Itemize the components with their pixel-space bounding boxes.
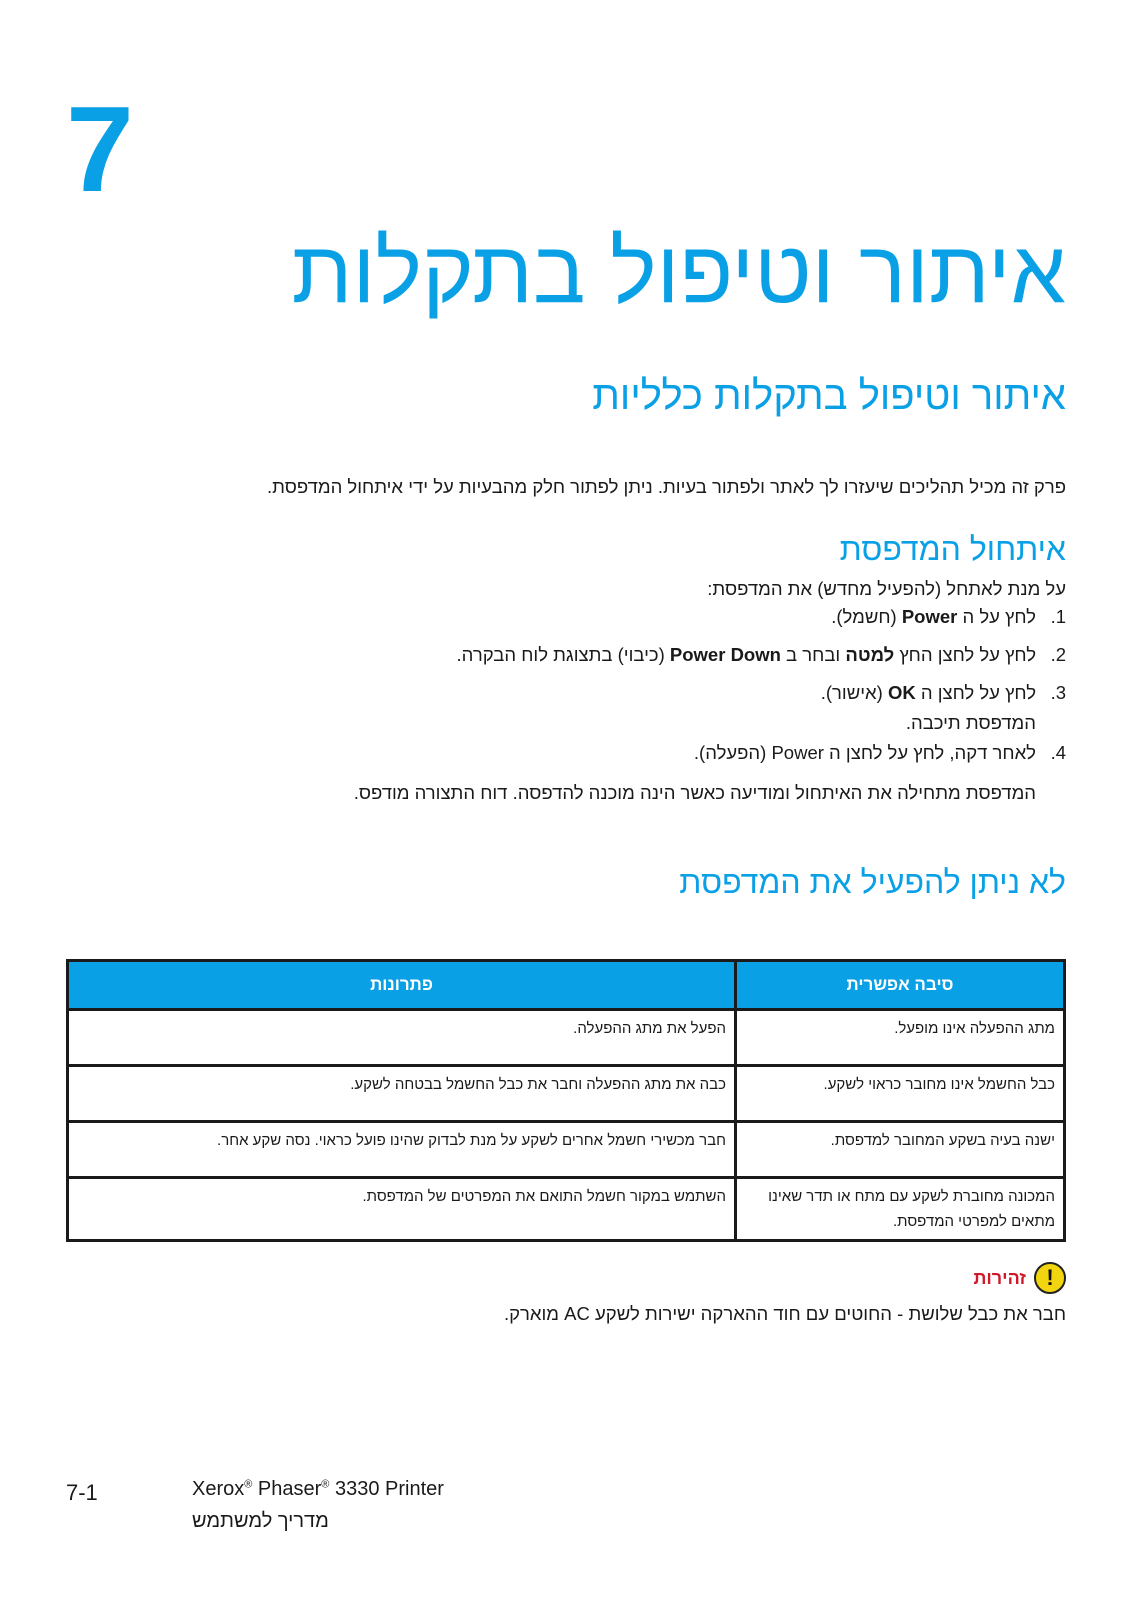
warning-callout <box>973 1262 1066 1294</box>
cause-cell: כבל החשמל אינו מחובר כראוי לשקע. <box>736 1066 1065 1122</box>
step-text: (כיבוי) בתצוגת לוח הבקרה. <box>456 644 670 665</box>
reset-note: המדפסת מתחילה את האיתחול ומודיעה כאשר הינה מוכנה להדפסה. דוח התצורה מודפס. <box>353 782 1036 803</box>
table-row <box>68 1122 1065 1178</box>
footer-brand: Xerox <box>192 1478 245 1500</box>
step-text: לחץ על לחצן ה <box>915 682 1036 703</box>
step-text: המדפסת תיכבה. <box>905 712 1036 733</box>
registered-mark: ® <box>244 1478 253 1491</box>
step-3-result <box>906 712 1066 734</box>
cause-cell: ישנה בעיה בשקע המחובר למדפסת. <box>736 1122 1065 1178</box>
table-row <box>68 1178 1065 1241</box>
table-row <box>68 1010 1065 1066</box>
warning-text: חבר את כבל שלושת - החוטים עם חוד ההארקה ישירות לשקע AC מוארק. <box>503 1303 1066 1324</box>
footer-model: 3330 Printer <box>334 1478 444 1500</box>
step-1 <box>831 606 1066 628</box>
chapter-title: איתור וטיפול בתקלות <box>291 222 1066 321</box>
step-text: לאחר דקה, לחץ על לחצן ה Power (הפעלה). <box>693 742 1036 763</box>
exclamation-icon: ! <box>1034 1262 1066 1294</box>
step-bold: Power Down <box>669 644 781 665</box>
step-text: ובחר ב <box>780 644 846 665</box>
step-number: 4. <box>1050 742 1066 763</box>
cause-cell: מתג ההפעלה אינו מופעל. <box>736 1010 1065 1066</box>
section-heading-no-power: לא ניתן להפעיל את המדפסת <box>679 864 1066 900</box>
header-cause: סיבה אפשרית <box>736 961 1065 1010</box>
header-solutions: פתרונות <box>68 961 736 1010</box>
solution-cell: כבה את מתג ההפעלה וחבר את כבל החשמל בבטחה לשקע. <box>68 1066 736 1122</box>
table-row <box>68 1066 1065 1122</box>
footer-product-name: Phaser <box>257 1478 322 1500</box>
section-heading-general: איתור וטיפול בתקלות כלליות <box>592 374 1066 418</box>
step-text: (אישור). <box>820 682 888 703</box>
step-bold: למטה <box>845 644 895 665</box>
registered-mark: ® <box>321 1478 330 1491</box>
step-number: 1. <box>1050 606 1066 627</box>
step-4 <box>694 742 1066 764</box>
step-text: לחץ על לחצן החץ <box>894 644 1036 665</box>
step-bold: Power <box>901 606 958 627</box>
footer-product <box>192 1478 444 1501</box>
table-header-row <box>68 961 1065 1010</box>
step-3 <box>821 682 1066 704</box>
cause-cell: המכונה מחוברת לשקע עם מתח או תדר שאינו מתאים למפרטי המדפסת. <box>736 1178 1065 1241</box>
page-number: 7-1 <box>66 1480 98 1505</box>
step-text: (חשמל). <box>831 606 902 627</box>
step-number: 3. <box>1050 682 1066 703</box>
step-2 <box>457 644 1066 666</box>
step-text: לחץ על ה <box>957 606 1036 627</box>
solution-cell: הפעל את מתג ההפעלה. <box>68 1010 736 1066</box>
intro-paragraph: פרק זה מכיל תהליכים שיעזרו לך לאתר ולפתור בעיות. ניתן לפתור חלק מהבעיות על ידי איתחול המדפסת. <box>267 476 1066 497</box>
solution-cell: השתמש במקור חשמל התואם את המפרטים של המדפסת. <box>68 1178 736 1241</box>
warning-label: זהירות <box>973 1267 1026 1288</box>
troubleshooting-table <box>66 959 1066 1242</box>
solution-cell: חבר מכשירי חשמל אחרים לשקע על מנת לבדוק שהינו פועל כראוי. נסה שקע אחר. <box>68 1122 736 1178</box>
reset-lead: על מנת לאתחל (להפעיל מחדש) את המדפסת: <box>707 578 1066 599</box>
step-number: 2. <box>1050 644 1066 665</box>
step-bold: OK <box>887 682 916 703</box>
section-heading-reset: איתחול המדפסת <box>839 531 1066 567</box>
footer-subtitle: מדריך למשתמש <box>192 1510 329 1532</box>
chapter-number: 7 <box>66 81 134 217</box>
